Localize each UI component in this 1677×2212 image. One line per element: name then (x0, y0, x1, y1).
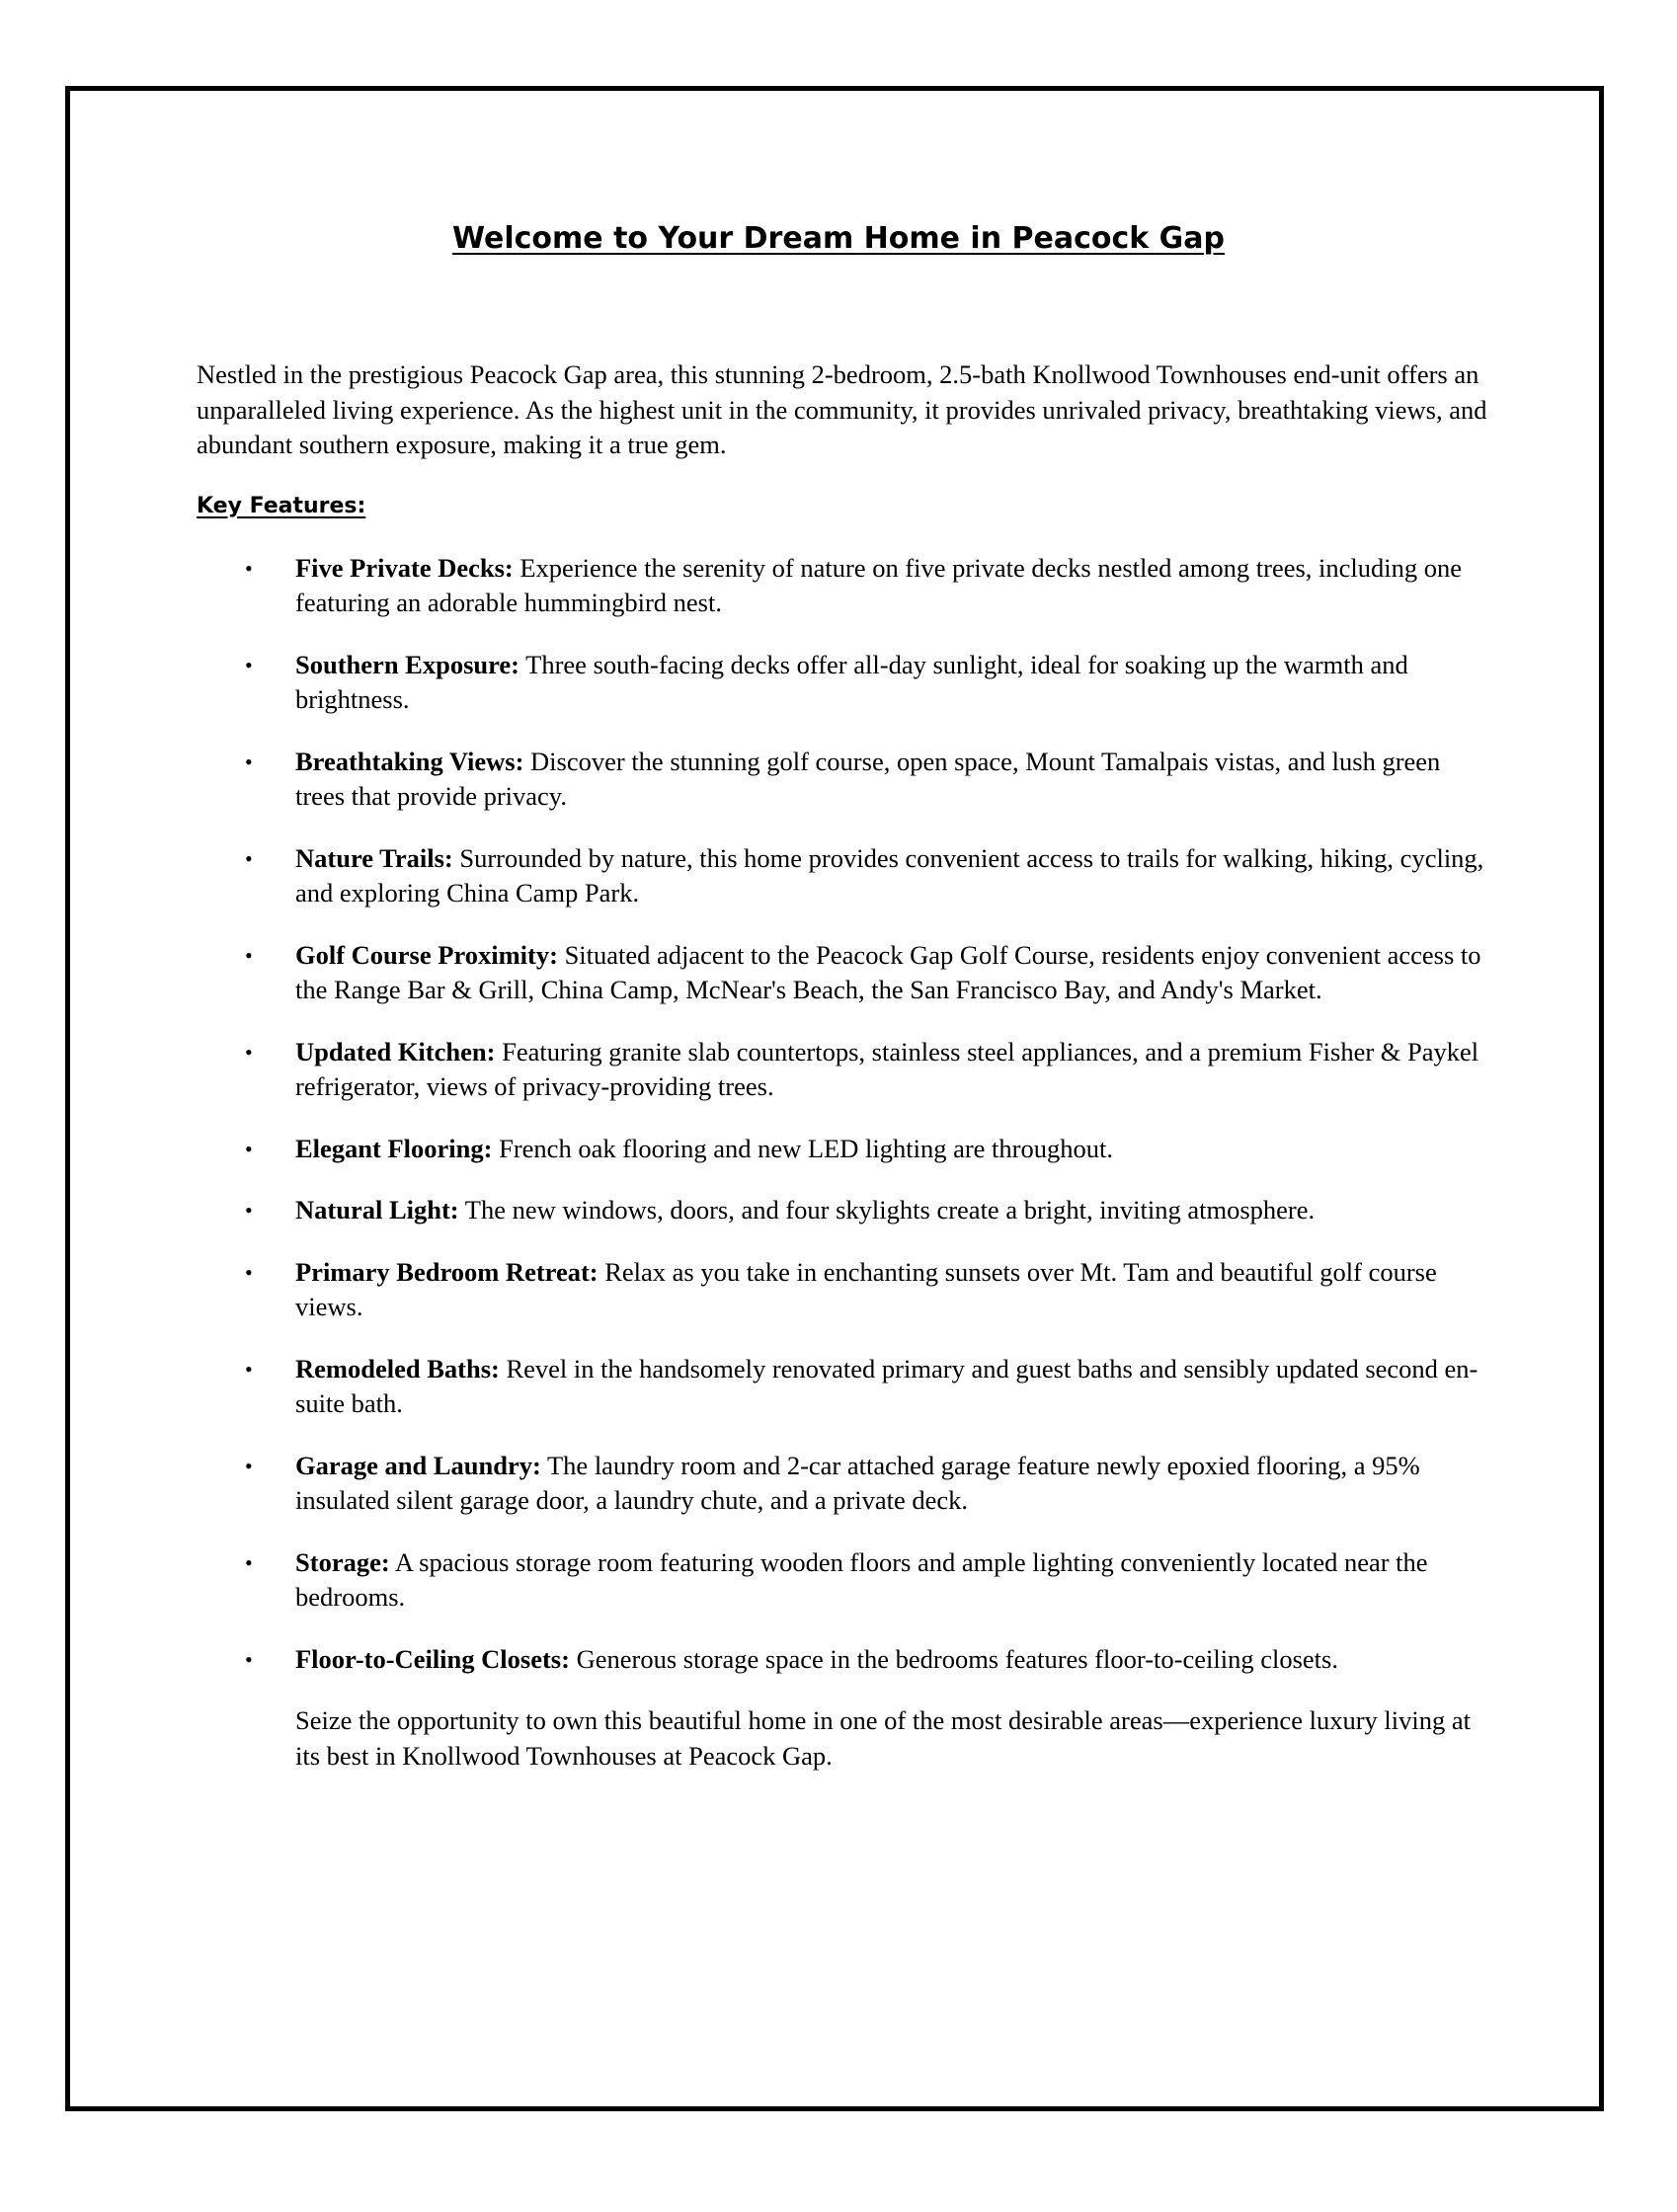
feature-item (197, 1449, 1490, 1519)
feature-text: Surrounded by nature, this home provides convenient access to trails for walking, hiking, cycling, and exploring China Camp Park. (295, 842, 1484, 908)
feature-item (197, 1545, 1490, 1616)
feature-text: The laundry room and 2-car attached garage feature newly epoxied flooring, a 95% insulated silent garage door, a laundry chute, and a private deck. (295, 1450, 1420, 1515)
feature-item (197, 1642, 1490, 1678)
feature-item (197, 551, 1490, 621)
key-features-heading (197, 492, 1490, 521)
key-features-heading-text: Key Features: (197, 493, 366, 518)
feature-item (197, 1352, 1490, 1422)
bullet-icon: • (245, 942, 253, 968)
feature-item (197, 1193, 1490, 1228)
bullet-icon: • (245, 1646, 253, 1672)
feature-text: Experience the serenity of nature on five private decks nestled among trees, including one featuring an adorable hummingbird nest. (295, 552, 1463, 617)
feature-label: Remodeled Baths: (295, 1353, 500, 1383)
feature-item (197, 1035, 1490, 1105)
bullet-icon: • (245, 1259, 253, 1285)
feature-label: Elegant Flooring: (295, 1133, 493, 1163)
document-body (197, 357, 1490, 1774)
page-title (0, 219, 1677, 259)
feature-item (197, 938, 1490, 1008)
feature-text: Generous storage space in the bedrooms features floor-to-ceiling closets. (569, 1643, 1338, 1674)
bullet-icon: • (245, 1549, 253, 1575)
feature-text: The new windows, doors, and four skylights create a bright, inviting atmosphere. (458, 1195, 1316, 1224)
feature-text: French oak flooring and new LED lighting are throughout. (492, 1133, 1113, 1163)
feature-item (197, 841, 1490, 911)
bullet-icon: • (245, 1356, 253, 1382)
bullet-icon: • (245, 1136, 253, 1161)
page-title-text: Welcome to Your Dream Home in Peacock Gap (451, 221, 1225, 256)
feature-text: A spacious storage room featuring wooden floors and ample lighting conveniently located near the bedrooms. (295, 1546, 1428, 1612)
feature-label: Floor-to-Ceiling Closets: (295, 1643, 570, 1674)
feature-label: Garage and Laundry: (295, 1450, 541, 1480)
feature-text: Discover the stunning golf course, open space, Mount Tamalpais vistas, and lush green trees that provide privacy. (295, 746, 1441, 811)
bullet-icon: • (245, 1039, 253, 1065)
feature-text: Relax as you take in enchanting sunsets over Mt. Tam and beautiful golf course views. (295, 1256, 1437, 1321)
feature-item (197, 1132, 1490, 1167)
bullet-icon: • (245, 1453, 253, 1478)
feature-text: Revel in the handsomely renovated primary and guest baths and sensibly updated second en-suite bath. (295, 1353, 1478, 1418)
feature-label: Updated Kitchen: (295, 1036, 496, 1066)
feature-item (197, 648, 1490, 718)
feature-label: Southern Exposure: (295, 649, 520, 679)
features-list (197, 551, 1490, 1678)
feature-text: Three south-facing decks offer all-day sunlight, ideal for soaking up the warmth and brightness. (295, 649, 1408, 714)
feature-text: Situated adjacent to the Peacock Gap Golf Course, residents enjoy convenient access to the Range Bar & Grill, China Camp, McNear's Beach, the San Francisco Bay, and Andy's Market. (295, 939, 1481, 1004)
feature-label: Storage: (295, 1546, 390, 1577)
intro-paragraph: Nestled in the prestigious Peacock Gap area, this stunning 2-bedroom, 2.5-bath Knollwood Townhouses end-unit offers an unparalleled living experience. As the highest unit in the community, it provides unrivaled privacy, breathtaking views, and abundant southern exposure, making it a true gem. (197, 359, 1487, 459)
bullet-icon: • (245, 555, 253, 581)
feature-item (197, 1255, 1490, 1325)
feature-label: Primary Bedroom Retreat: (295, 1256, 599, 1287)
feature-label: Natural Light: (295, 1195, 459, 1224)
feature-label: Breathtaking Views: (295, 746, 524, 776)
bullet-icon: • (245, 845, 253, 871)
feature-item (197, 745, 1490, 815)
bullet-icon: • (245, 749, 253, 774)
bullet-icon: • (245, 652, 253, 677)
closing-paragraph: Seize the opportunity to own this beautiful home in one of the most desirable areas—experience luxury living at its best in Knollwood Townhouses at Peacock Gap. (295, 1705, 1471, 1771)
feature-label: Golf Course Proximity: (295, 939, 558, 970)
bullet-icon: • (245, 1198, 253, 1223)
feature-text: Featuring granite slab countertops, stainless steel appliances, and a premium Fisher & Paykel refrigerator, views of privacy-providing trees. (295, 1036, 1479, 1101)
feature-label: Five Private Decks: (295, 552, 514, 583)
feature-label: Nature Trails: (295, 842, 453, 873)
